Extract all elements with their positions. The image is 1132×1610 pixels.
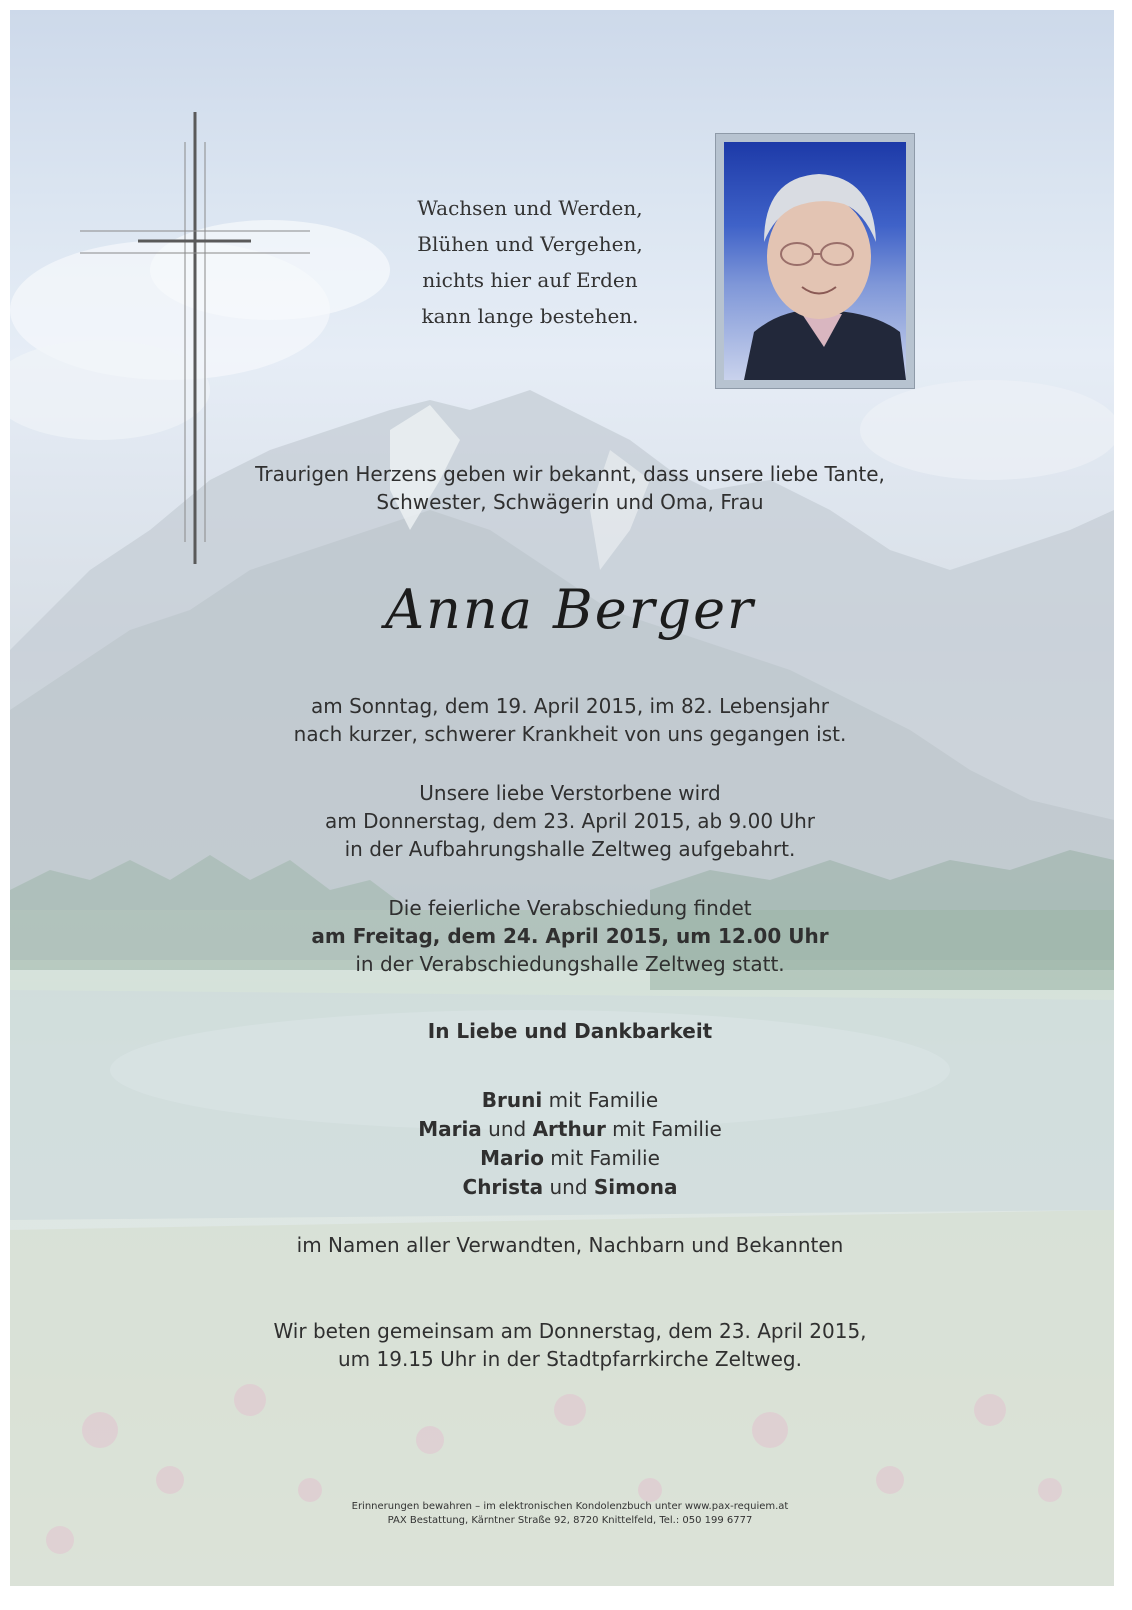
obituary-page (10, 10, 1114, 1586)
mourner-name: Simona (593, 1175, 678, 1199)
farewell-info (170, 894, 970, 978)
poem-line: kann lange bestehen. (421, 304, 639, 328)
viewing-line: Unsere liebe Verstorbene wird (419, 781, 721, 805)
death-notice-line: nach kurzer, schwerer Krankheit von uns gegangen ist. (293, 722, 847, 746)
announcement-line: Traurigen Herzens geben wir bekannt, dass unsere liebe Tante, (255, 462, 885, 486)
mourner-rest: mit Familie (542, 1088, 659, 1112)
poem (370, 190, 690, 334)
farewell-date-line: am Freitag, dem 24. April 2015, um 12.00 Uhr (311, 924, 829, 948)
mourner-name: Maria (418, 1117, 482, 1141)
relatives-line: im Namen aller Verwandten, Nachbarn und Bekannten (296, 1233, 844, 1257)
footer-line: PAX Bestattung, Kärntner Straße 92, 8720 Knittelfeld, Tel.: 050 199 6777 (387, 1515, 753, 1526)
prayer-line: Wir beten gemeinsam am Donnerstag, dem 23. April 2015, (273, 1319, 867, 1343)
viewing-info (170, 779, 970, 863)
gratitude-line: In Liebe und Dankbarkeit (427, 1019, 713, 1043)
footer-line: Erinnerungen bewahren – im elektronischen Kondolenzbuch unter www.pax-requiem.at (351, 1501, 789, 1512)
prayer-line: um 19.15 Uhr in der Stadtpfarrkirche Zeltweg. (338, 1347, 802, 1371)
death-notice-line: am Sonntag, dem 19. April 2015, im 82. Lebensjahr (310, 694, 830, 718)
farewell-line: in der Verabschiedungshalle Zeltweg statt. (355, 952, 785, 976)
mourner-rest: mit Familie (605, 1117, 722, 1141)
mourner-item (170, 1115, 970, 1144)
mourner-item (170, 1173, 970, 1202)
farewell-line: Die feierliche Verabschiedung findet (388, 896, 752, 920)
mourner-rest: mit Familie (543, 1146, 660, 1170)
viewing-line: in der Aufbahrungshalle Zeltweg aufgebahrt. (344, 837, 796, 861)
deceased-name: Anna Berger (385, 578, 755, 641)
mourner-conjunction: und (543, 1175, 594, 1199)
announcement-line: Schwester, Schwägerin und Oma, Frau (376, 490, 764, 514)
mourner-conjunction: und (481, 1117, 533, 1141)
footer (170, 1500, 970, 1528)
portrait-photo (724, 142, 906, 380)
viewing-line: am Donnerstag, dem 23. April 2015, ab 9.00 Uhr (325, 809, 815, 833)
mourner-name: Bruni (481, 1088, 543, 1112)
death-notice (170, 692, 970, 748)
mourner-item (170, 1144, 970, 1173)
mourner-name: Christa (462, 1175, 544, 1199)
mourner-name: Mario (480, 1146, 544, 1170)
mourner-item (170, 1086, 970, 1115)
prayer-info (170, 1317, 970, 1373)
mourners-list (170, 1086, 970, 1202)
poem-line: Blühen und Vergehen, (417, 232, 643, 256)
poem-line: Wachsen und Werden, (417, 196, 643, 220)
mourner-name: Arthur (532, 1117, 606, 1141)
poem-line: nichts hier auf Erden (422, 268, 638, 292)
announcement-text (170, 460, 970, 516)
portrait-frame (715, 133, 915, 389)
